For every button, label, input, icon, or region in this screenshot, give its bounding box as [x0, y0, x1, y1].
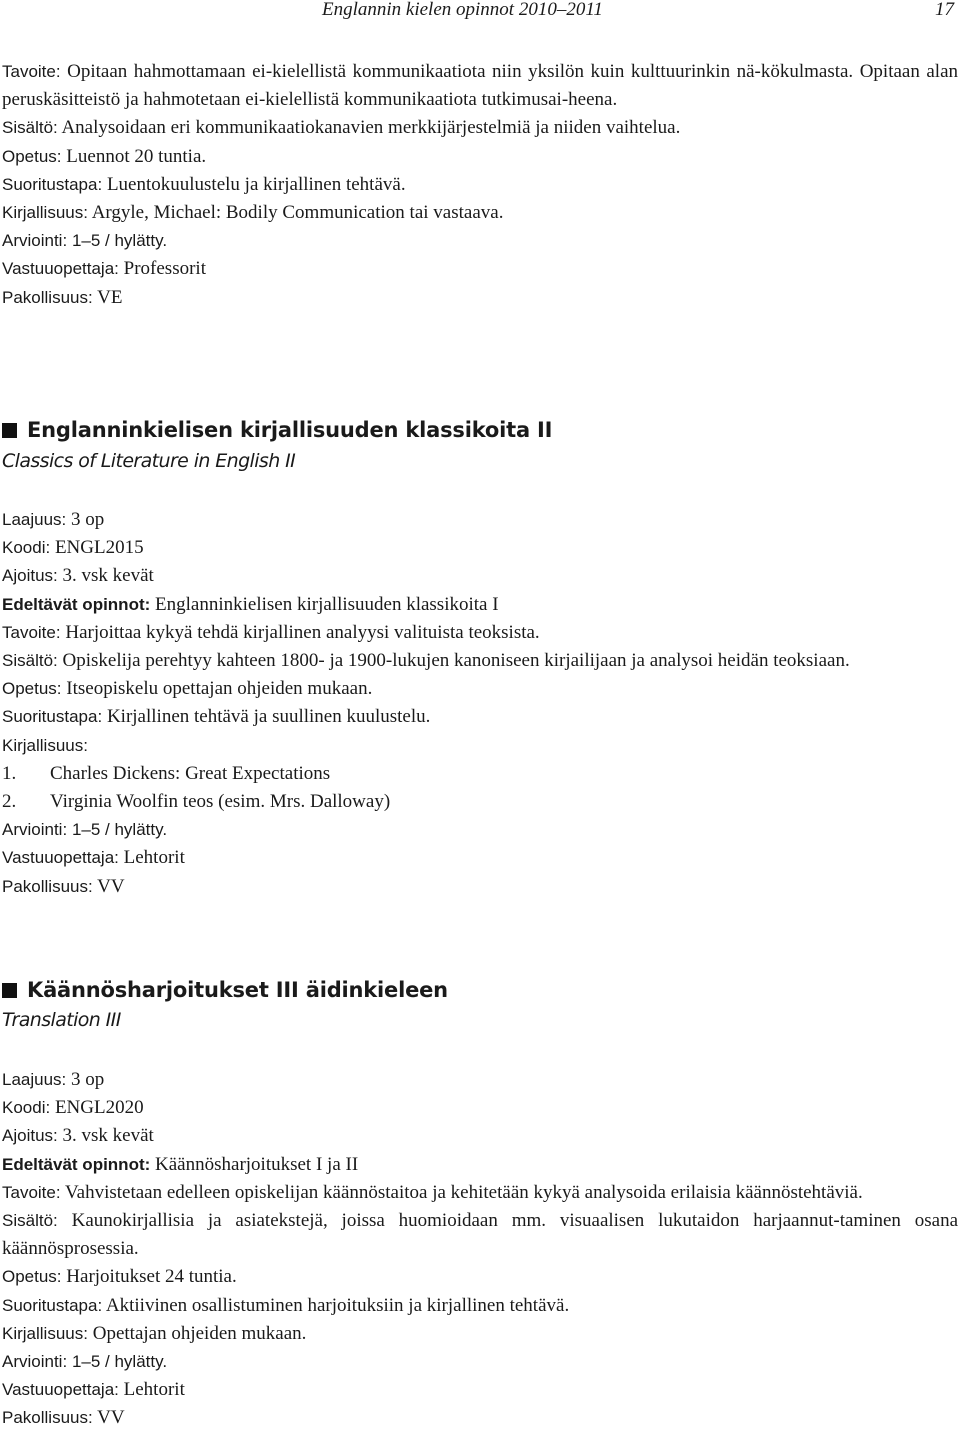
sisalto-label: Sisältö: — [2, 651, 58, 671]
kirjallisuus-value: Opettajan ohjeiden mukaan. — [92, 1322, 307, 1344]
suoritustapa-value: Luentokuulustelu ja kirjallinen tehtävä. — [106, 173, 406, 195]
vastuuopettaja-label: Vastuuopettaja: — [2, 848, 119, 868]
laajuus-value: 3 op — [71, 509, 105, 530]
tavoite-value: Opitaan hahmottamaan ei-kielellistä kommunikaatiota niin yksilön kuin kulttuurinkin nä-kökulmasta. Opitaan alan peruskäsitteistö ja hahmotetaan ei-kielellistä kommunikaatiota tutkimusai-heena. — [2, 61, 958, 111]
ajoitus-value: 3. vsk kevät — [62, 1125, 154, 1147]
arviointi-field — [2, 227, 958, 255]
koodi-field — [2, 1094, 958, 1122]
suoritustapa-field — [2, 703, 958, 731]
pakollisuus-label: Pakollisuus: — [2, 287, 93, 307]
sisalto-field — [2, 1207, 958, 1263]
document-title: Englannin kielen opinnot 2010–2011 — [322, 0, 603, 20]
arviointi-label: Arviointi: — [2, 820, 68, 840]
list-text: Charles Dickens: Great Expectations — [50, 762, 331, 784]
sisalto-value: Kaunokirjallisia ja asiatekstejä, joissa huomioidaan mm. visuaalisen lukutaidon harjaannut-taminen osana käännösprosessia. — [2, 1210, 959, 1260]
list-number: 2. — [2, 791, 17, 813]
ajoitus-label: Ajoitus: — [2, 566, 58, 586]
tavoite-label: Tavoite: — [2, 1182, 61, 1202]
suoritustapa-value: Kirjallinen tehtävä ja suullinen kuulustelu. — [106, 706, 431, 728]
suoritustapa-field — [2, 1292, 958, 1320]
course-subtitle: Translation III — [2, 1009, 121, 1031]
suoritustapa-label: Suoritustapa: — [2, 1295, 103, 1315]
list-item — [2, 788, 958, 816]
page-header — [0, 0, 960, 24]
opetus-field — [2, 1263, 958, 1291]
ajoitus-field — [2, 562, 958, 590]
vastuuopettaja-field — [2, 255, 958, 283]
course-title: Käännösharjoitukset III äidinkieleen — [27, 978, 448, 1002]
course-continued — [2, 58, 958, 312]
course-heading — [2, 978, 448, 1002]
vastuuopettaja-value: Lehtorit — [123, 847, 185, 869]
opetus-value: Itseopiskelu opettajan ohjeiden mukaan. — [66, 678, 373, 700]
koodi-value: ENGL2015 — [54, 537, 144, 559]
laajuus-field — [2, 1066, 958, 1094]
pakollisuus-value: VV — [97, 1407, 125, 1429]
edeltavat-field — [2, 591, 958, 619]
laajuus-label: Laajuus: — [2, 510, 67, 529]
vastuuopettaja-field — [2, 844, 958, 872]
tavoite-value: Harjoittaa kykyä tehdä kirjallinen analyysi valituista teoksista. — [65, 621, 540, 643]
vastuuopettaja-value: Professorit — [123, 258, 206, 280]
course-details — [2, 506, 958, 901]
koodi-label: Koodi: — [2, 538, 51, 558]
sisalto-field — [2, 647, 958, 675]
arviointi-value: 1–5 / hylätty. — [71, 1352, 168, 1372]
ajoitus-value: 3. vsk kevät — [62, 565, 154, 587]
pakollisuus-label: Pakollisuus: — [2, 1408, 93, 1428]
sisalto-label: Sisältö: — [2, 1211, 58, 1231]
arviointi-value: 1–5 / hylätty. — [71, 231, 168, 251]
suoritustapa-label: Suoritustapa: — [2, 174, 103, 194]
opetus-label: Opetus: — [2, 679, 62, 699]
laajuus-label: Laajuus: — [2, 1070, 67, 1089]
arviointi-label: Arviointi: — [2, 231, 68, 251]
kirjallisuus-label: Kirjallisuus: — [2, 735, 88, 755]
laajuus-value: 3 op — [71, 1069, 105, 1090]
opetus-field — [2, 143, 958, 171]
koodi-value: ENGL2020 — [54, 1097, 144, 1119]
sisalto-label: Sisältö: — [2, 118, 58, 138]
course-subtitle: Classics of Literature in English II — [2, 450, 296, 472]
opetus-value: Harjoitukset 24 tuntia. — [66, 1266, 237, 1288]
vastuuopettaja-field — [2, 1376, 958, 1404]
kirjallisuus-field — [2, 1320, 958, 1348]
suoritustapa-field — [2, 171, 958, 199]
arviointi-field — [2, 1348, 958, 1376]
opetus-label: Opetus: — [2, 1267, 62, 1287]
suoritustapa-label: Suoritustapa: — [2, 707, 103, 727]
square-bullet-icon — [2, 423, 17, 438]
arviointi-value: 1–5 / hylätty. — [71, 820, 168, 840]
kirjallisuus-label: Kirjallisuus: — [2, 203, 88, 223]
pakollisuus-field — [2, 873, 958, 901]
vastuuopettaja-value: Lehtorit — [123, 1379, 185, 1401]
pakollisuus-value: VE — [97, 286, 123, 308]
course-title: Englanninkielisen kirjallisuuden klassikoita II — [27, 418, 553, 442]
edeltavat-label: Edeltävät opinnot: — [2, 594, 151, 614]
koodi-field — [2, 534, 958, 562]
sisalto-field — [2, 114, 958, 142]
page-number: 17 — [935, 0, 954, 20]
list-text: Virginia Woolfin teos (esim. Mrs. Dalloway) — [50, 791, 391, 813]
tavoite-value: Vahvistetaan edelleen opiskelijan käännöstaitoa ja kehitetään kykyä analysoida erilaisia käännöstehtäviä. — [65, 1181, 863, 1203]
tavoite-label: Tavoite: — [2, 622, 61, 642]
edeltavat-value: Käännösharjoitukset I ja II — [155, 1153, 359, 1175]
edeltavat-field — [2, 1151, 958, 1179]
tavoite-field — [2, 58, 958, 114]
tavoite-field — [2, 619, 958, 647]
edeltavat-label: Edeltävät opinnot: — [2, 1154, 151, 1174]
laajuus-field — [2, 506, 958, 534]
square-bullet-icon — [2, 983, 17, 998]
vastuuopettaja-label: Vastuuopettaja: — [2, 259, 119, 279]
opetus-value: Luennot 20 tuntia. — [66, 145, 207, 167]
literature-list — [2, 760, 958, 816]
list-number: 1. — [2, 762, 17, 784]
sisalto-value: Analysoidaan eri kommunikaatiokanavien merkkijärjestelmiä ja niiden vaihtelua. — [61, 117, 681, 139]
tavoite-field — [2, 1179, 958, 1207]
list-item — [2, 760, 958, 788]
edeltavat-value: Englanninkielisen kirjallisuuden klassikoita I — [155, 593, 499, 615]
kirjallisuus-label: Kirjallisuus: — [2, 1323, 88, 1343]
kirjallisuus-field — [2, 199, 958, 227]
kirjallisuus-value: Argyle, Michael: Bodily Communication tai vastaava. — [91, 202, 504, 224]
pakollisuus-field — [2, 284, 958, 312]
arviointi-field — [2, 816, 958, 844]
course-heading — [2, 418, 552, 442]
opetus-label: Opetus: — [2, 146, 62, 166]
pakollisuus-field — [2, 1404, 958, 1432]
ajoitus-label: Ajoitus: — [2, 1126, 58, 1146]
opetus-field — [2, 675, 958, 703]
suoritustapa-value: Aktiivinen osallistuminen harjoituksiin ja kirjallinen tehtävä. — [105, 1294, 570, 1316]
course-details — [2, 1066, 958, 1433]
vastuuopettaja-label: Vastuuopettaja: — [2, 1380, 119, 1400]
pakollisuus-value: VV — [97, 875, 125, 897]
pakollisuus-label: Pakollisuus: — [2, 876, 93, 896]
kirjallisuus-field — [2, 732, 958, 760]
koodi-label: Koodi: — [2, 1098, 51, 1118]
sisalto-value: Opiskelija perehtyy kahteen 1800- ja 1900-lukujen kanoniseen kirjailijaan ja analysoi heidän teoksiaan. — [62, 650, 850, 672]
arviointi-label: Arviointi: — [2, 1352, 68, 1372]
ajoitus-field — [2, 1122, 958, 1150]
tavoite-label: Tavoite: — [2, 62, 61, 81]
